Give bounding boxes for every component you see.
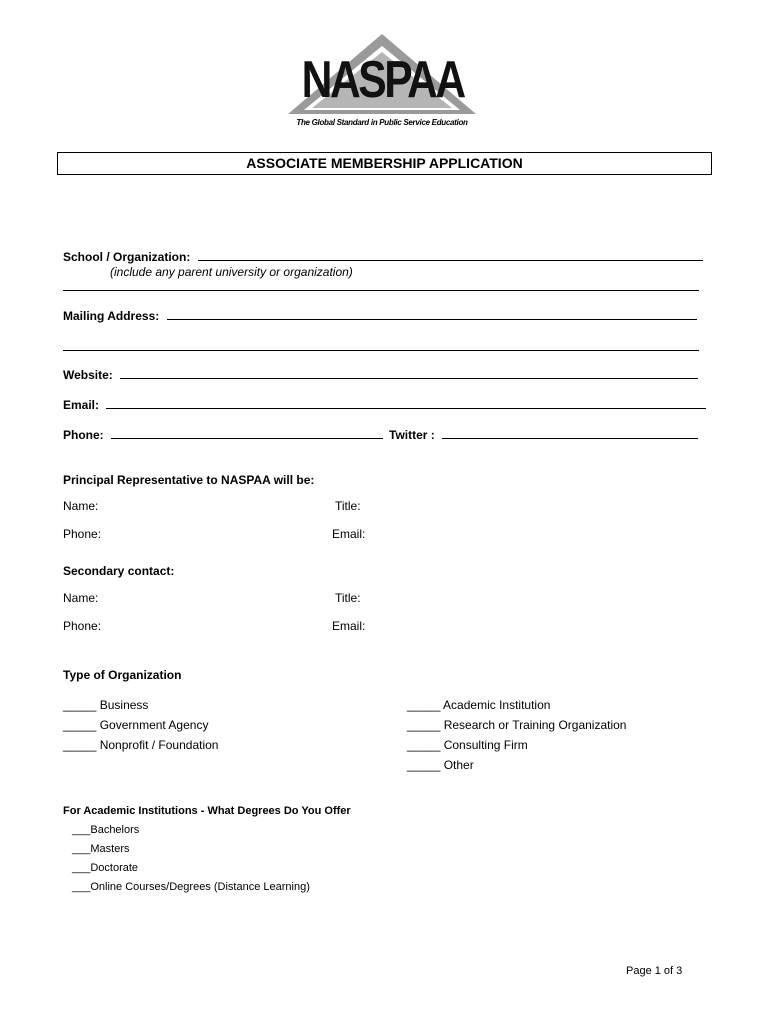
principal-heading: Principal Representative to NASPAA will be: bbox=[63, 473, 315, 487]
secondary-phone-label: Phone: bbox=[63, 619, 102, 633]
secondary-heading: Secondary contact: bbox=[63, 564, 175, 578]
twitter-label: Twitter : bbox=[389, 428, 435, 442]
principal-phone-label: Phone: bbox=[63, 527, 102, 541]
degrees-heading: For Academic Institutions - What Degrees Do You Offer bbox=[63, 805, 351, 817]
school-label: School / Organization: bbox=[63, 250, 191, 264]
school-line[interactable] bbox=[198, 259, 703, 261]
org-type-heading: Type of Organization bbox=[63, 668, 182, 682]
secondary-email-label: Email: bbox=[332, 619, 366, 633]
page-title: ASSOCIATE MEMBERSHIP APPLICATION bbox=[57, 152, 712, 175]
phone-line[interactable] bbox=[111, 437, 383, 439]
website-line[interactable] bbox=[120, 377, 698, 379]
org-option-research-training[interactable]: _____ Research or Training Organization bbox=[407, 718, 627, 732]
org-option-consulting-firm[interactable]: _____ Consulting Firm bbox=[407, 738, 528, 752]
email-line[interactable] bbox=[106, 407, 706, 409]
org-option-academic-institution[interactable]: _____ Academic Institution bbox=[407, 698, 551, 712]
email-label: Email: bbox=[63, 398, 100, 412]
twitter-field[interactable] bbox=[389, 428, 698, 442]
email-field[interactable] bbox=[63, 398, 706, 412]
principal-title-label: Title: bbox=[335, 499, 361, 513]
degree-option-online[interactable]: ___Online Courses/Degrees (Distance Learning) bbox=[72, 881, 310, 893]
mailing-address-field[interactable] bbox=[63, 309, 697, 323]
page-number: Page 1 of 3 bbox=[626, 965, 683, 977]
website-label: Website: bbox=[63, 368, 113, 382]
twitter-line[interactable] bbox=[442, 437, 698, 439]
naspaa-logo bbox=[284, 32, 480, 132]
school-organization-field[interactable] bbox=[63, 250, 703, 264]
org-option-nonprofit[interactable]: _____ Nonprofit / Foundation bbox=[63, 738, 219, 752]
mailing-line[interactable] bbox=[167, 318, 697, 320]
mailing-label: Mailing Address: bbox=[63, 309, 160, 323]
phone-label: Phone: bbox=[63, 428, 104, 442]
secondary-name-label: Name: bbox=[63, 591, 99, 605]
website-field[interactable] bbox=[63, 368, 698, 382]
logo-wordmark: NASPAA bbox=[301, 51, 464, 109]
degree-option-masters[interactable]: ___Masters bbox=[72, 843, 130, 855]
degree-option-bachelors[interactable]: ___Bachelors bbox=[72, 824, 140, 836]
org-option-government-agency[interactable]: _____ Government Agency bbox=[63, 718, 209, 732]
phone-field[interactable] bbox=[63, 428, 383, 442]
secondary-title-label: Title: bbox=[335, 591, 361, 605]
principal-name-label: Name: bbox=[63, 499, 99, 513]
degree-option-doctorate[interactable]: ___Doctorate bbox=[72, 862, 139, 874]
school-line-2[interactable] bbox=[63, 290, 699, 291]
org-option-business[interactable]: _____ Business bbox=[63, 698, 149, 712]
school-hint: (include any parent university or organization) bbox=[110, 265, 353, 279]
org-option-other[interactable]: _____ Other bbox=[407, 758, 474, 772]
principal-email-label: Email: bbox=[332, 527, 366, 541]
mailing-line-2[interactable] bbox=[63, 350, 699, 351]
logo-tagline: The Global Standard in Public Service Education bbox=[296, 118, 468, 127]
